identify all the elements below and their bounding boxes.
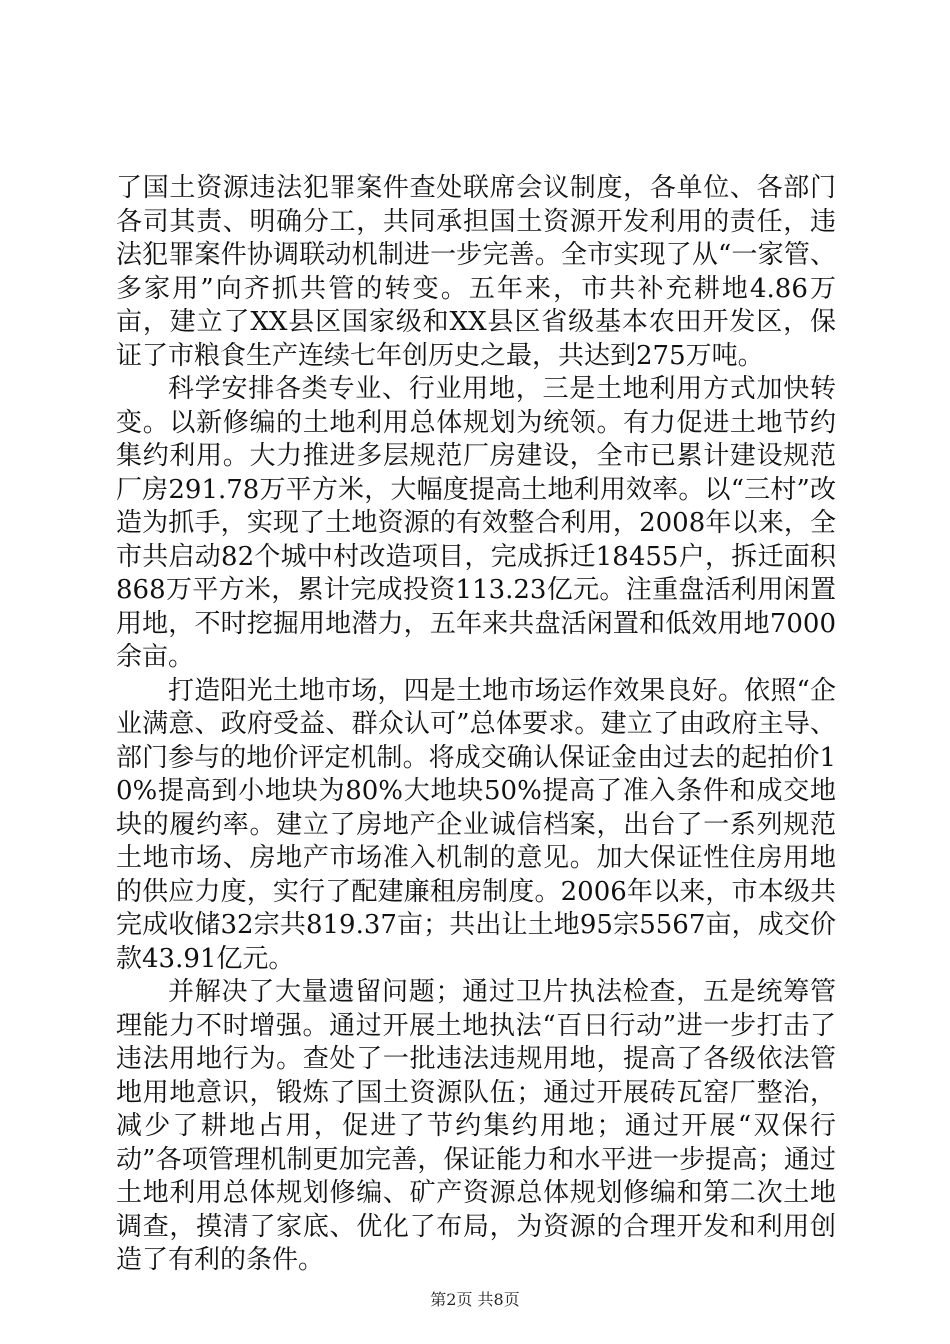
paragraph-1: 了国土资源违法犯罪案件查处联席会议制度，各单位、各部门各司其责、明确分工，共同承担国土资源开发利用的责任，违法犯罪案件协调联动机制进一步完善。全市实现了从“一家管、多家用”向齐抓共管的转变。五年来，市共补充耕地4.86万亩，建立了XX县区国家级和XX县区省级基本农田开发区，保证了市粮食生产连续七年创历史之最，共达到275万吨。 xyxy=(116,173,836,371)
paragraph-3: 打造阳光土地市场，四是土地市场运作效果良好。依照“企业满意、政府受益、群众认可”总体要求。建立了由政府主导、部门参与的地价评定机制。将成交确认保证金由过去的起拍价10%提高到小地块为80%大地块50%提高了准入条件和成交地块的履约率。建立了房地产企业诚信档案，出台了一系列规范土地市场、房地产市场准入机制的意见。加大保证性住房用地的供应力度，实行了配建廉租房制度。2006年以来，市本级共完成收储32宗共819.37亩；共出让土地95宗5567亩，成交价款43.91亿元。 xyxy=(116,675,836,974)
paragraph-4: 并解决了大量遗留问题；通过卫片执法检查，五是统筹管理能力不时增强。通过开展土地执法“百日行动”进一步打击了违法用地行为。查处了一批违法违规用地，提高了各级依法管地用地意识，锻炼了国土资源队伍；通过开展砖瓦窑厂整治，减少了耕地占用，促进了节约集约用地；通过开展“双保行动”各项管理机制更加完善，保证能力和水平进一步提高；通过土地利用总体规划修编、矿产资源总体规划修编和第二次土地调查，摸清了家底、优化了布局，为资源的合理开发和利用创造了有利的条件。 xyxy=(116,977,836,1275)
document-body xyxy=(116,172,836,1278)
page-footer xyxy=(0,1290,950,1310)
page-number-label: 第2页 共8页 xyxy=(430,1290,520,1309)
paragraph-2: 科学安排各类专业、行业用地，三是土地利用方式加快转变。以新修编的土地利用总体规划为统领。有力促进土地节约集约利用。大力推进多层规范厂房建设，全市已累计建设规范厂房291.78万平方米，大幅度提高土地利用效率。以“三村”改造为抓手，实现了土地资源的有效整合利用，2008年以来，全市共启动82个城中村改造项目，完成拆迁18455户，拆迁面积868万平方米，累计完成投资113.23亿元。注重盘活利用闲置用地，不时挖掘用地潜力，五年来共盘活闲置和低效用地7000余亩。 xyxy=(116,374,836,672)
